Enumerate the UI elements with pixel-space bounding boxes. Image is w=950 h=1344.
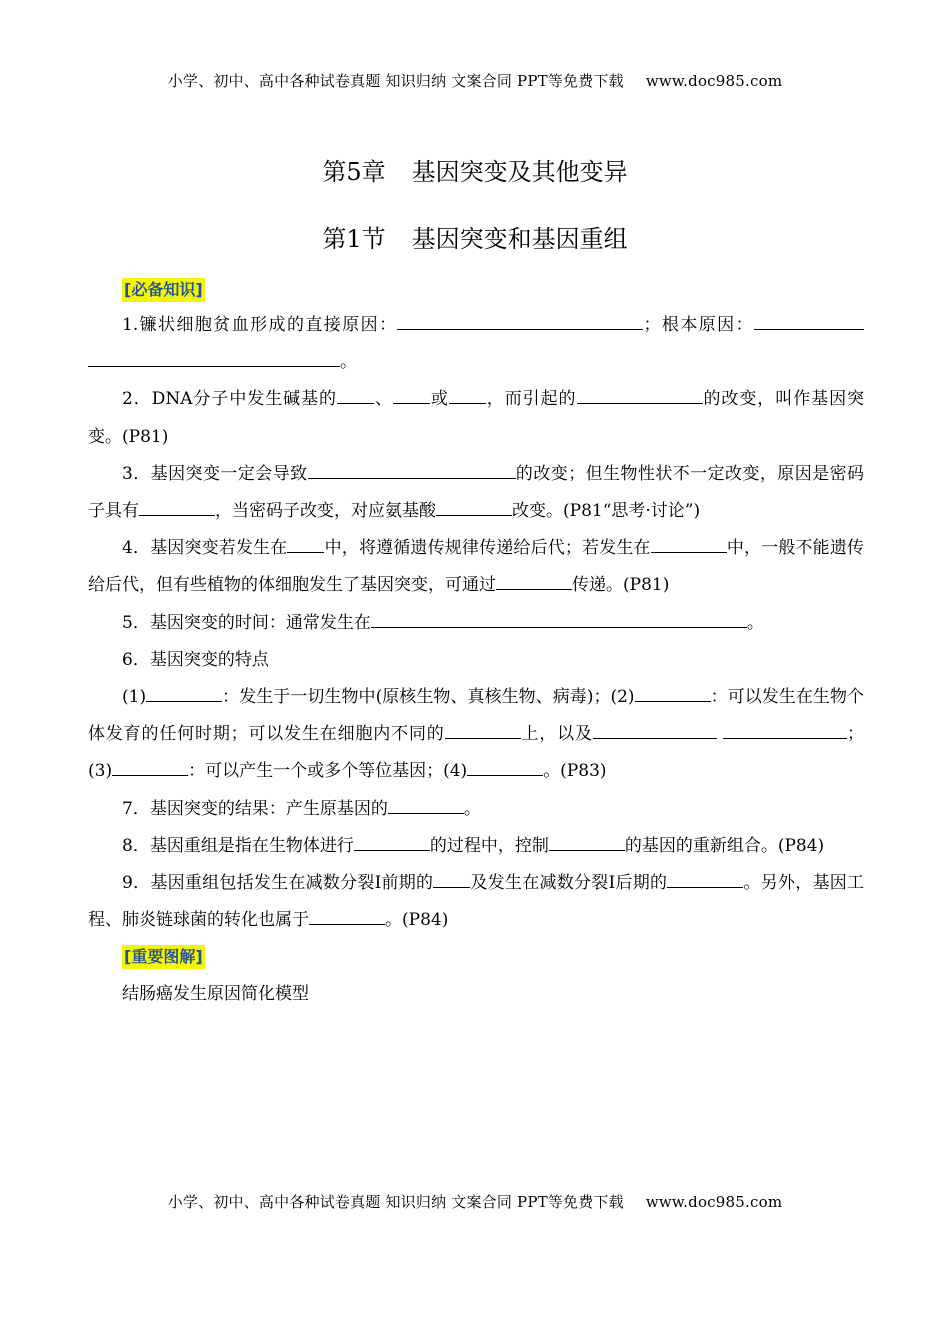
question-2-text: 的改变，叫作基因突变。(P81) <box>88 389 865 447</box>
answer-blank[interactable] <box>593 720 717 739</box>
answer-blank[interactable] <box>449 385 486 404</box>
answer-blank[interactable] <box>467 757 543 776</box>
answer-blank[interactable] <box>287 534 324 553</box>
question-4-text: 中，将遵循遗传规律传递给后代；若发生在 <box>324 538 651 559</box>
answer-blank[interactable] <box>433 869 470 888</box>
answer-blank[interactable] <box>723 720 847 739</box>
answer-blank[interactable] <box>309 906 385 925</box>
question-6-text: ：可以发生在生物个体发育的任何时期；可以发生在细胞内不同的 <box>88 687 864 745</box>
essential-knowledge-tag: [必备知识] <box>122 278 205 302</box>
answer-blank[interactable] <box>577 385 703 404</box>
answer-blank[interactable] <box>445 720 521 739</box>
question-2-text: 、 <box>374 389 393 410</box>
answer-blank[interactable] <box>496 571 572 590</box>
question-6-text: 上，以及 <box>520 724 593 745</box>
worksheet-body <box>88 274 864 1014</box>
question-1 <box>88 307 864 381</box>
essential-knowledge-heading <box>88 274 864 307</box>
question-4-text: 4．基因突变若发生在 <box>122 538 288 559</box>
question-5-text: 5．基因突变的时间：通常发生在 <box>122 612 371 633</box>
model-caption: 结肠癌发生原因简化模型 <box>122 984 309 1005</box>
answer-blank[interactable] <box>146 683 222 702</box>
question-8-text: 的过程中，控制 <box>429 835 549 856</box>
question-7-text: 。 <box>463 798 481 819</box>
question-6-title: 6．基因突变的特点 <box>122 649 269 670</box>
header-text: 小学、初中、高中各种试卷真题 知识归纳 文案合同 PPT等免费下载 <box>167 72 624 90</box>
question-2-text: ，而引起的 <box>485 389 577 410</box>
page-header <box>0 70 950 91</box>
chapter-title <box>0 152 950 187</box>
answer-blank[interactable] <box>667 869 743 888</box>
question-3 <box>88 456 864 530</box>
question-2-text: 2．DNA分子中发生碱基的 <box>122 389 338 410</box>
footer-text: 小学、初中、高中各种试卷真题 知识归纳 文案合同 PPT等免费下载 <box>167 1193 624 1211</box>
question-7-text: 7．基因突变的结果：产生原基因的 <box>122 798 388 819</box>
answer-blank[interactable] <box>388 795 464 814</box>
answer-blank[interactable] <box>754 311 864 330</box>
question-6-text: (1) <box>122 687 147 708</box>
question-8-text: 8．基因重组是指在生物体进行 <box>122 835 354 856</box>
chapter-number: 第5章 <box>322 158 386 186</box>
question-6-text: ：可以产生一个或多个等位基因；(4) <box>188 761 468 782</box>
chapter-name: 基因突变及其他变异 <box>411 158 628 186</box>
question-9-text: 。(P84) <box>385 910 449 931</box>
section-number: 第1节 <box>322 225 386 253</box>
answer-blank[interactable] <box>139 497 215 516</box>
answer-blank[interactable] <box>337 385 374 404</box>
answer-blank[interactable] <box>651 534 727 553</box>
section-title <box>0 219 950 254</box>
question-3-text: 的改变；但生物性状不一定改变，原因是密码子具有 <box>88 463 864 522</box>
question-1-text: ；根本原因： <box>643 315 754 335</box>
question-7 <box>88 791 864 828</box>
question-5 <box>88 605 864 642</box>
answer-blank[interactable] <box>393 385 430 404</box>
question-9 <box>88 865 864 939</box>
question-8-text: 的基因的重新组合。(P84) <box>624 835 825 856</box>
key-diagram-tag: [重要图解] <box>122 945 205 969</box>
question-6-text: ：发生于一切生物中(原核生物、真核生物、病毒)；(2) <box>222 687 635 708</box>
answer-blank[interactable] <box>308 460 516 479</box>
question-8 <box>88 828 864 865</box>
answer-blank[interactable] <box>397 311 643 330</box>
answer-blank[interactable] <box>635 683 711 702</box>
question-1-text: 。 <box>340 352 357 373</box>
question-6 <box>88 679 864 791</box>
question-4 <box>88 530 864 604</box>
answer-blank[interactable] <box>112 757 188 776</box>
question-9-text: 。另外，基因工程、肺炎链球菌的转化也属于 <box>88 873 864 931</box>
question-9-text: 及发生在减数分裂Ⅰ后期的 <box>470 873 668 894</box>
question-3-text: 3．基因突变一定会导致 <box>122 463 308 484</box>
question-3-text: ，当密码子改变，对应氨基酸 <box>215 501 436 522</box>
question-4-text: 中，一般不能遗传给后代，但有些植物的体细胞发生了基因突变，可通过 <box>88 538 865 596</box>
header-site: www.doc985.com <box>645 72 783 90</box>
question-9-text: 9．基因重组包括发生在减数分裂Ⅰ前期的 <box>122 873 434 894</box>
question-2 <box>88 381 864 455</box>
answer-blank[interactable] <box>436 497 512 516</box>
footer-site: www.doc985.com <box>645 1193 783 1211</box>
question-6-text: 。(P83) <box>543 761 607 782</box>
answer-blank[interactable] <box>549 832 625 851</box>
section-name: 基因突变和基因重组 <box>411 225 628 253</box>
question-1-text: 1.镰状细胞贫血形成的直接原因： <box>122 315 398 335</box>
question-6-text: ；(3) <box>88 724 865 782</box>
answer-blank[interactable] <box>88 348 340 367</box>
answer-blank[interactable] <box>354 832 430 851</box>
question-2-text: 或 <box>429 389 449 410</box>
key-diagram-heading <box>88 939 864 976</box>
page-footer <box>0 1191 950 1212</box>
question-5-text: 。 <box>746 612 764 633</box>
answer-blank[interactable] <box>371 609 747 628</box>
question-4-text: 传递。(P81) <box>572 575 670 596</box>
question-3-text: 改变。(P81“思考·讨论”) <box>512 501 701 522</box>
